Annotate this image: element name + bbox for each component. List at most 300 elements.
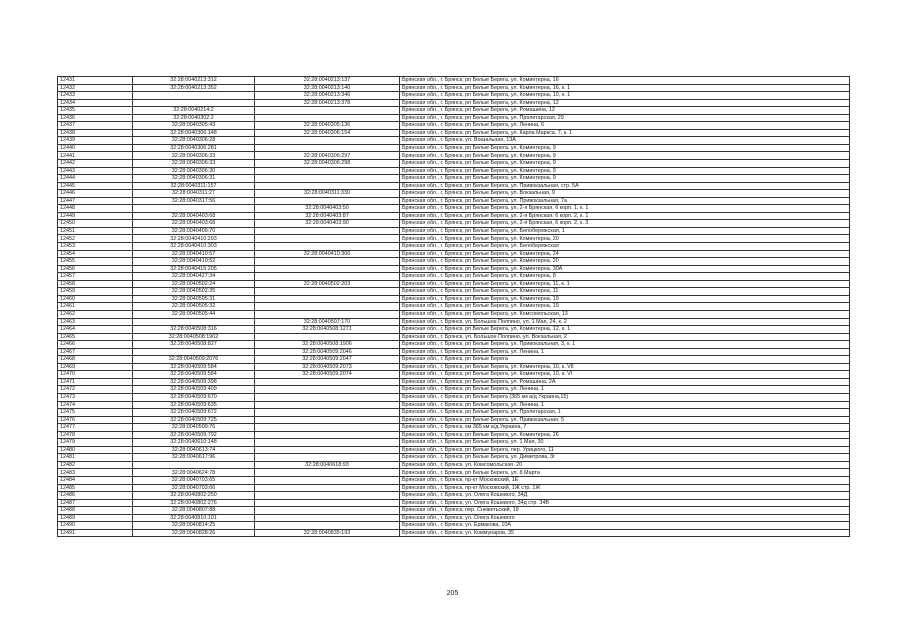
table-row — [58, 303, 850, 311]
row-number-cell: 12434 — [58, 99, 133, 107]
table-row — [58, 114, 850, 122]
building-cadastral-number-cell — [255, 235, 400, 243]
address-cell: Брянская обл., г. Брянск, рп Белые Берега, ул. Коминтерна, 10, к. 1 — [400, 92, 850, 100]
table-row — [58, 356, 850, 364]
row-number-cell: 12461 — [58, 303, 133, 311]
table-row — [58, 507, 850, 515]
address-cell: Брянская обл., г. Брянск, рп Белые Берега, ул. Коминтерна, 19 — [400, 295, 850, 303]
table-row — [58, 310, 850, 318]
row-number-cell: 12469 — [58, 363, 133, 371]
address-cell: Брянская обл., г. Брянск, рп Белые Берега, ул. Коминтерна, 11, к. 1 — [400, 280, 850, 288]
row-number-cell: 12473 — [58, 393, 133, 401]
land-cadastral-number-cell: 32:28:0040410:293 — [133, 235, 255, 243]
land-cadastral-number-cell — [133, 318, 255, 326]
building-cadastral-number-cell — [255, 386, 400, 394]
land-cadastral-number-cell: 32:28:0040306:148 — [133, 129, 255, 137]
row-number-cell: 12464 — [58, 326, 133, 334]
row-number-cell: 12453 — [58, 243, 133, 251]
address-cell: Брянская обл., г. Брянск, ул. Большое Полпино, ул. Вокзальная, 2 — [400, 333, 850, 341]
table-row — [58, 288, 850, 296]
building-cadastral-number-cell: 32:28:0040306:154 — [255, 129, 400, 137]
address-cell: Брянская обл., г. Брянск, рп Белые Берега, ул. Коминтерна, 9 — [400, 175, 850, 183]
building-cadastral-number-cell: 32:28:0040509:2074 — [255, 371, 400, 379]
building-cadastral-number-cell — [255, 431, 400, 439]
row-number-cell: 12439 — [58, 137, 133, 145]
row-number-cell: 12465 — [58, 333, 133, 341]
land-cadastral-number-cell — [133, 99, 255, 107]
table-row — [58, 212, 850, 220]
row-number-cell: 12478 — [58, 431, 133, 439]
land-cadastral-number-cell: 32:28:0040302:2 — [133, 114, 255, 122]
address-cell: Брянская обл., г. Брянск, рп Белые Берега, ул. Коминтерна, 19 — [400, 303, 850, 311]
table-row — [58, 363, 850, 371]
table-row — [58, 476, 850, 484]
building-cadastral-number-cell — [255, 499, 400, 507]
table-row — [58, 107, 850, 115]
row-number-cell: 12477 — [58, 424, 133, 432]
page-number: 205 — [446, 590, 459, 597]
row-number-cell: 12463 — [58, 318, 133, 326]
land-cadastral-number-cell: 32:28:0040802:250 — [133, 492, 255, 500]
address-cell: Брянская обл., г. Брянск, пр-кт Московский, 1Е — [400, 476, 850, 484]
row-number-cell: 12467 — [58, 348, 133, 356]
table-row — [58, 401, 850, 409]
building-cadastral-number-cell: 32:28:0040508:1271 — [255, 326, 400, 334]
address-cell: Брянская обл., г. Брянск, рп Белые Берега, ул. Привокзальная, 7а — [400, 197, 850, 205]
land-cadastral-number-cell: 32:28:0040410:57 — [133, 250, 255, 258]
address-cell: Брянская обл., г. Брянск, рп Белые Берега, ул. Коминтерна, 12, к. 1 — [400, 326, 850, 334]
building-cadastral-number-cell: 32:28:0040306:297 — [255, 152, 400, 160]
building-cadastral-number-cell — [255, 514, 400, 522]
land-cadastral-number-cell: 32:28:0040306:33 — [133, 160, 255, 168]
building-cadastral-number-cell: 32:28:0040305:136 — [255, 122, 400, 130]
land-cadastral-number-cell: 32:28:0040409:70 — [133, 227, 255, 235]
address-cell: Брянская обл., г. Брянск, рп Белые Берега, ул. Привокзальная, 3, к. 1 — [400, 341, 850, 349]
registry-sheet — [57, 76, 849, 537]
table-row — [58, 137, 850, 145]
building-cadastral-number-cell: 32:28:0040213:137 — [255, 77, 400, 85]
row-number-cell: 12450 — [58, 220, 133, 228]
address-cell: Брянская обл., г. Брянск, рп Белые Берега, ул. Коминтерна, 8 — [400, 273, 850, 281]
building-cadastral-number-cell — [255, 137, 400, 145]
land-cadastral-number-cell: 32:28:0040214:2 — [133, 107, 255, 115]
building-cadastral-number-cell — [255, 273, 400, 281]
row-number-cell: 12447 — [58, 197, 133, 205]
row-number-cell: 12458 — [58, 280, 133, 288]
row-number-cell: 12436 — [58, 114, 133, 122]
address-cell: Брянская обл., г. Брянск, рп Белые Берега, ул. Белобережская — [400, 243, 850, 251]
row-number-cell: 12488 — [58, 507, 133, 515]
table-row — [58, 326, 850, 334]
table-row — [58, 122, 850, 130]
row-number-cell: 12483 — [58, 469, 133, 477]
table-row — [58, 424, 850, 432]
land-cadastral-number-cell: 32:28:0040502:24 — [133, 280, 255, 288]
row-number-cell: 12462 — [58, 310, 133, 318]
row-number-cell: 12466 — [58, 341, 133, 349]
building-cadastral-number-cell — [255, 476, 400, 484]
building-cadastral-number-cell — [255, 378, 400, 386]
address-cell: Брянская обл., г. Брянск, рп Белые Берега, ул. Ленина, 6 — [400, 122, 850, 130]
address-cell: Брянская обл., г. Брянск, рп Белые Берега, ул. Коминтерна, 30А — [400, 265, 850, 273]
address-cell: Брянская обл., г. Брянск, рп Белые Берега, ул. Привокзальная, стр. 5А — [400, 182, 850, 190]
address-cell: Брянская обл., г. Брянск, рп Белые Берега, ул. Коминтерна, 11 — [400, 288, 850, 296]
land-cadastral-number-cell: 32:28:0040509:672 — [133, 409, 255, 417]
building-cadastral-number-cell — [255, 522, 400, 530]
row-number-cell: 12449 — [58, 212, 133, 220]
row-number-cell: 12432 — [58, 84, 133, 92]
land-cadastral-number-cell: 32:28:0040802:276 — [133, 499, 255, 507]
table-row — [58, 492, 850, 500]
address-cell: Брянская обл., г. Брянск, рп Белые Берега, ул. Ленина, 1 — [400, 401, 850, 409]
table-row — [58, 333, 850, 341]
building-cadastral-number-cell — [255, 446, 400, 454]
building-cadastral-number-cell — [255, 484, 400, 492]
table-row — [58, 409, 850, 417]
building-cadastral-number-cell — [255, 227, 400, 235]
building-cadastral-number-cell: 32:28:0040403:87 — [255, 212, 400, 220]
building-cadastral-number-cell: 32:28:0040403:90 — [255, 220, 400, 228]
building-cadastral-number-cell — [255, 401, 400, 409]
building-cadastral-number-cell: 32:28:0040618:93 — [255, 461, 400, 469]
land-cadastral-number-cell: 32:28:0040509:398 — [133, 378, 255, 386]
building-cadastral-number-cell: 32:28:0040509:2073 — [255, 363, 400, 371]
land-cadastral-number-cell: 32:28:0040415:205 — [133, 265, 255, 273]
row-number-cell: 12460 — [58, 295, 133, 303]
address-cell: Брянская обл., г. Брянск, ул. Олега Кошевого, 34д стр. 34В — [400, 499, 850, 507]
land-cadastral-number-cell: 32:28:0040703:66 — [133, 484, 255, 492]
address-cell: Брянская обл., г. Брянск, ул. Олега Кошевого — [400, 514, 850, 522]
building-cadastral-number-cell: 32:28:0040213:378 — [255, 99, 400, 107]
address-cell: Брянская обл., г. Брянск, рп Белые Берега, ул. Коминтерна, 9 — [400, 152, 850, 160]
building-cadastral-number-cell — [255, 243, 400, 251]
row-number-cell: 12487 — [58, 499, 133, 507]
building-cadastral-number-cell — [255, 409, 400, 417]
land-cadastral-number-cell: 32:28:0040807:88 — [133, 507, 255, 515]
table-row — [58, 167, 850, 175]
land-cadastral-number-cell: 32:28:0040508:316 — [133, 326, 255, 334]
row-number-cell: 12468 — [58, 356, 133, 364]
table-row — [58, 378, 850, 386]
address-cell: Брянская обл., г. Брянск, рп Белые Берега, ул. Ленина, 1 — [400, 386, 850, 394]
row-number-cell: 12444 — [58, 175, 133, 183]
address-cell: Брянская обл., г. Брянск, ул. Большое Полпино, ул. 1 Мая, 24, к. 2 — [400, 318, 850, 326]
building-cadastral-number-cell — [255, 265, 400, 273]
table-row — [58, 84, 850, 92]
table-row — [58, 446, 850, 454]
address-cell: Брянская обл., г. Брянск, рп Белые Берега, ул. Димитрова, 3г — [400, 454, 850, 462]
table-row — [58, 514, 850, 522]
building-cadastral-number-cell — [255, 310, 400, 318]
land-cadastral-number-cell: 32:28:0040317:56 — [133, 197, 255, 205]
building-cadastral-number-cell: 32:28:0040213:346 — [255, 92, 400, 100]
table-row — [58, 341, 850, 349]
land-cadastral-number-cell: 32:28:0040509:725 — [133, 416, 255, 424]
address-cell: Брянская обл., г. Брянск, рп Белые Берега, пер. Урицкого, 11 — [400, 446, 850, 454]
address-cell: Брянская обл., г. Брянск, рп Белые Берега, ул. Коминтерна, 20 — [400, 235, 850, 243]
land-cadastral-number-cell: 32:28:0040213:312 — [133, 77, 255, 85]
building-cadastral-number-cell — [255, 197, 400, 205]
land-cadastral-number-cell: 32:28:0040311:157 — [133, 182, 255, 190]
building-cadastral-number-cell — [255, 107, 400, 115]
address-cell: Брянская обл., г. Брянск, рп Белые Берега, ул. 2-я Брянская, 6 корп. 2, к. 3 — [400, 220, 850, 228]
table-row — [58, 348, 850, 356]
building-cadastral-number-cell — [255, 258, 400, 266]
table-row — [58, 461, 850, 469]
address-cell: Брянская обл., г. Брянск, рп Белые Берега, ул. Пролетарская, 29 — [400, 114, 850, 122]
table-row — [58, 160, 850, 168]
building-cadastral-number-cell — [255, 469, 400, 477]
address-cell: Брянская обл., г. Брянск, рп Белые Берега, ул. Коминтерна, 24 — [400, 250, 850, 258]
table-row — [58, 484, 850, 492]
land-cadastral-number-cell — [133, 92, 255, 100]
table-row — [58, 220, 850, 228]
table-row — [58, 129, 850, 137]
row-number-cell: 12454 — [58, 250, 133, 258]
building-cadastral-number-cell: 32:28:0040403:50 — [255, 205, 400, 213]
building-cadastral-number-cell — [255, 454, 400, 462]
land-cadastral-number-cell: 32:28:0040311:27 — [133, 190, 255, 198]
land-cadastral-number-cell: 32:28:0040403:68 — [133, 220, 255, 228]
land-cadastral-number-cell: 32:28:0040617:96 — [133, 454, 255, 462]
building-cadastral-number-cell: 32:28:0040509:2046 — [255, 348, 400, 356]
row-number-cell: 12457 — [58, 273, 133, 281]
building-cadastral-number-cell — [255, 393, 400, 401]
building-cadastral-number-cell — [255, 182, 400, 190]
building-cadastral-number-cell: 32:28:0040213:140 — [255, 84, 400, 92]
building-cadastral-number-cell: 32:28:0040311:330 — [255, 190, 400, 198]
address-cell: Брянская обл., г. Брянск, рп Белые Берега, ул. Пролетарская, 1 — [400, 409, 850, 417]
land-cadastral-number-cell: 32:28:0040509:584 — [133, 363, 255, 371]
land-cadastral-number-cell — [133, 348, 255, 356]
table-row — [58, 273, 850, 281]
row-number-cell: 12485 — [58, 484, 133, 492]
building-cadastral-number-cell — [255, 424, 400, 432]
land-cadastral-number-cell: 32:28:0040410:303 — [133, 243, 255, 251]
land-cadastral-number-cell: 32:28:0040306:33 — [133, 152, 255, 160]
address-cell: Брянская обл., г. Брянск, рп Белые Берега, ул. 1 Мая, 30 — [400, 439, 850, 447]
address-cell: Брянская обл., г. Брянск, рп Белые Берега, ул. Белобережская, 1 — [400, 227, 850, 235]
table-row — [58, 144, 850, 152]
address-cell: Брянская обл., г. Брянск, рп Белые Берега, ул. Коминтерна, 16, к. 1 — [400, 84, 850, 92]
building-cadastral-number-cell: 32:28:0040306:298 — [255, 160, 400, 168]
address-cell: Брянская обл., г. Брянск, рп Белые Берега, ул. 2-я Брянская, 6 корп. 1, к. 1 — [400, 205, 850, 213]
address-cell: Брянская обл., г. Брянск, рп Белые Берега, ул. Коминтерна, 16 — [400, 77, 850, 85]
building-cadastral-number-cell — [255, 507, 400, 515]
land-cadastral-number-cell: 32:28:0040509:635 — [133, 401, 255, 409]
table-row — [58, 243, 850, 251]
row-number-cell: 12446 — [58, 190, 133, 198]
land-cadastral-number-cell: 32:28:0040306:30 — [133, 167, 255, 175]
building-cadastral-number-cell: 32:28:0040410:306 — [255, 250, 400, 258]
address-cell: Брянская обл., г. Брянск, рп Белые Берега, ул. Ленина, 1 — [400, 348, 850, 356]
land-cadastral-number-cell: 32:28:0040505:32 — [133, 303, 255, 311]
table-row — [58, 454, 850, 462]
row-number-cell: 12472 — [58, 386, 133, 394]
row-number-cell: 12474 — [58, 401, 133, 409]
row-number-cell: 12435 — [58, 107, 133, 115]
land-cadastral-number-cell: 32:28:0040624:78 — [133, 469, 255, 477]
address-cell: Брянская обл., г. Брянск, ул. Вокзальная, 13А — [400, 137, 850, 145]
row-number-cell: 12480 — [58, 446, 133, 454]
row-number-cell: 12456 — [58, 265, 133, 273]
building-cadastral-number-cell — [255, 295, 400, 303]
row-number-cell: 12476 — [58, 416, 133, 424]
land-cadastral-number-cell: 32:28:0040703:65 — [133, 476, 255, 484]
table-row — [58, 205, 850, 213]
table-row — [58, 258, 850, 266]
address-cell: Брянская обл., г. Брянск, рп Белые Берега — [400, 356, 850, 364]
row-number-cell: 12445 — [58, 182, 133, 190]
building-cadastral-number-cell — [255, 492, 400, 500]
row-number-cell: 12484 — [58, 476, 133, 484]
building-cadastral-number-cell: 32:28:0040507:170 — [255, 318, 400, 326]
row-number-cell: 12433 — [58, 92, 133, 100]
land-cadastral-number-cell: 32:28:0040505:44 — [133, 310, 255, 318]
table-row — [58, 431, 850, 439]
table-row — [58, 250, 850, 258]
table-row — [58, 416, 850, 424]
row-number-cell: 12448 — [58, 205, 133, 213]
land-cadastral-number-cell: 32:28:0040508:1902 — [133, 333, 255, 341]
address-cell: Брянская обл., г. Брянск, рп Белые Берега, ул. Комсомольская, 13 — [400, 310, 850, 318]
table-row — [58, 469, 850, 477]
land-cadastral-number-cell: 32:28:0040403:68 — [133, 212, 255, 220]
address-cell: Брянская обл., г. Брянск, ул. Коммунаров, 35 — [400, 529, 850, 537]
table-row — [58, 92, 850, 100]
address-cell: Брянская обл., г. Брянск, рп Белые Берега, ул. Коминтерна, 20 — [400, 258, 850, 266]
land-cadastral-number-cell: 32:28:0040509:792 — [133, 431, 255, 439]
building-cadastral-number-cell — [255, 144, 400, 152]
building-cadastral-number-cell: 32:28:0040835:193 — [255, 529, 400, 537]
row-number-cell: 12443 — [58, 167, 133, 175]
table-row — [58, 235, 850, 243]
address-cell: Брянская обл., г. Брянск, рп Белые Берега, ул. Ромашина, 2А — [400, 378, 850, 386]
table-row — [58, 371, 850, 379]
table-row — [58, 529, 850, 537]
land-cadastral-number-cell: 32:28:0040505:31 — [133, 295, 255, 303]
registry-table — [57, 76, 850, 537]
table-row — [58, 227, 850, 235]
table-row — [58, 393, 850, 401]
row-number-cell: 12479 — [58, 439, 133, 447]
row-number-cell: 12451 — [58, 227, 133, 235]
table-row — [58, 386, 850, 394]
building-cadastral-number-cell: 32:28:0040509:2047 — [255, 356, 400, 364]
building-cadastral-number-cell — [255, 439, 400, 447]
row-number-cell: 12475 — [58, 409, 133, 417]
address-cell: Брянская обл., г. Брянск, рп Белые Берега, ул. Ромашина, 12 — [400, 107, 850, 115]
building-cadastral-number-cell — [255, 303, 400, 311]
row-number-cell: 12489 — [58, 514, 133, 522]
address-cell: Брянская обл., г. Брянск, пер. Снежетьский, 19 — [400, 507, 850, 515]
row-number-cell: 12471 — [58, 378, 133, 386]
address-cell: Брянская обл., г. Брянск, рп Белые Берега, ул. Коминтерна, 9 — [400, 167, 850, 175]
row-number-cell: 12442 — [58, 160, 133, 168]
land-cadastral-number-cell: 32:28:0040213:352 — [133, 84, 255, 92]
table-row — [58, 175, 850, 183]
address-cell: Брянская обл., г. Брянск, пр-кт Московский, 1Ж стр. 1Ж — [400, 484, 850, 492]
building-cadastral-number-cell — [255, 416, 400, 424]
land-cadastral-number-cell: 32:28:0040509:409 — [133, 386, 255, 394]
table-row — [58, 197, 850, 205]
table-row — [58, 152, 850, 160]
land-cadastral-number-cell: 32:28:0040306:281 — [133, 144, 255, 152]
row-number-cell: 12482 — [58, 461, 133, 469]
address-cell: Брянская обл., г. Брянск, рп Белые Берега, ул. Вокзальная, 9 — [400, 190, 850, 198]
row-number-cell: 12441 — [58, 152, 133, 160]
table-row — [58, 99, 850, 107]
row-number-cell: 12440 — [58, 144, 133, 152]
land-cadastral-number-cell: 32:28:0040305:43 — [133, 122, 255, 130]
land-cadastral-number-cell: 32:28:0040828:26 — [133, 529, 255, 537]
land-cadastral-number-cell: 32:28:0040509:76 — [133, 424, 255, 432]
land-cadastral-number-cell — [133, 205, 255, 213]
land-cadastral-number-cell: 32:28:0040502:35 — [133, 288, 255, 296]
land-cadastral-number-cell — [133, 461, 255, 469]
row-number-cell: 12455 — [58, 258, 133, 266]
address-cell: Брянская обл., г. Брянск, ул. Комсомольская, 20 — [400, 461, 850, 469]
land-cadastral-number-cell: 32:28:0040306:28 — [133, 137, 255, 145]
table-row — [58, 265, 850, 273]
address-cell: Брянская обл., г. Брянск, рп Белые Берега, ул. Коминтерна, 26 — [400, 431, 850, 439]
building-cadastral-number-cell: 32:28:0040502:203 — [255, 280, 400, 288]
address-cell: Брянская обл., г. Брянск, рп Белые Берега, ул. Коминтерна, 9 — [400, 144, 850, 152]
table-row — [58, 499, 850, 507]
address-cell: Брянская обл., г. Брянск, рп Белые Берега, ул. 2-я Брянская, 6 корп. 2, к. 1 — [400, 212, 850, 220]
land-cadastral-number-cell: 32:28:0040509:670 — [133, 393, 255, 401]
land-cadastral-number-cell: 32:28:0040509:584 — [133, 371, 255, 379]
land-cadastral-number-cell: 32:28:0040810:101 — [133, 514, 255, 522]
address-cell: Брянская обл., г. Брянск, рп Белые Берега, ул. Коминтерна, 10, к. VI — [400, 371, 850, 379]
row-number-cell: 12452 — [58, 235, 133, 243]
land-cadastral-number-cell: 32:28:0040508:827 — [133, 341, 255, 349]
address-cell: Брянская обл., г. Брянск, рп Белые Берега, ул. Коминтерна, 12 — [400, 99, 850, 107]
land-cadastral-number-cell: 32:28:0040610:148 — [133, 439, 255, 447]
table-row — [58, 522, 850, 530]
table-row — [58, 77, 850, 85]
address-cell: Брянская обл., г. Брянск, рп Белые Берега, ул. Коминтерна, 10, к. VII — [400, 363, 850, 371]
row-number-cell: 12491 — [58, 529, 133, 537]
building-cadastral-number-cell — [255, 333, 400, 341]
table-row — [58, 295, 850, 303]
building-cadastral-number-cell: 32:28:0040508:1906 — [255, 341, 400, 349]
table-row — [58, 439, 850, 447]
row-number-cell: 12486 — [58, 492, 133, 500]
address-cell: Брянская обл., г. Брянск, рп Белые Берега, ул. Привокзальная, 5 — [400, 416, 850, 424]
table-row — [58, 190, 850, 198]
address-cell: Брянская обл., г. Брянск, рп Белые Берега, ул. Коминтерна, 9 — [400, 160, 850, 168]
address-cell: Брянская обл., г. Брянск, рп Белые Берега, ул. 8 Марта — [400, 469, 850, 477]
address-cell: Брянская обл., г. Брянск, ул. Олега Кошевого, 34Д — [400, 492, 850, 500]
row-number-cell: 12431 — [58, 77, 133, 85]
table-row — [58, 318, 850, 326]
building-cadastral-number-cell — [255, 114, 400, 122]
building-cadastral-number-cell — [255, 175, 400, 183]
row-number-cell: 12470 — [58, 371, 133, 379]
land-cadastral-number-cell: 32:28:0040509:2076 — [133, 356, 255, 364]
row-number-cell: 12438 — [58, 129, 133, 137]
row-number-cell: 12481 — [58, 454, 133, 462]
registry-table-body — [58, 77, 850, 537]
land-cadastral-number-cell: 32:28:0040814:25 — [133, 522, 255, 530]
address-cell: Брянская обл., г. Брянск, рп Белые Берега, ул. Карла Маркса, 7, к. 1 — [400, 129, 850, 137]
table-row — [58, 182, 850, 190]
address-cell: Брянская обл., г. Брянск, рп Белые Берега (365 км а/д Украина,15) — [400, 393, 850, 401]
building-cadastral-number-cell — [255, 288, 400, 296]
row-number-cell: 12437 — [58, 122, 133, 130]
row-number-cell: 12459 — [58, 288, 133, 296]
